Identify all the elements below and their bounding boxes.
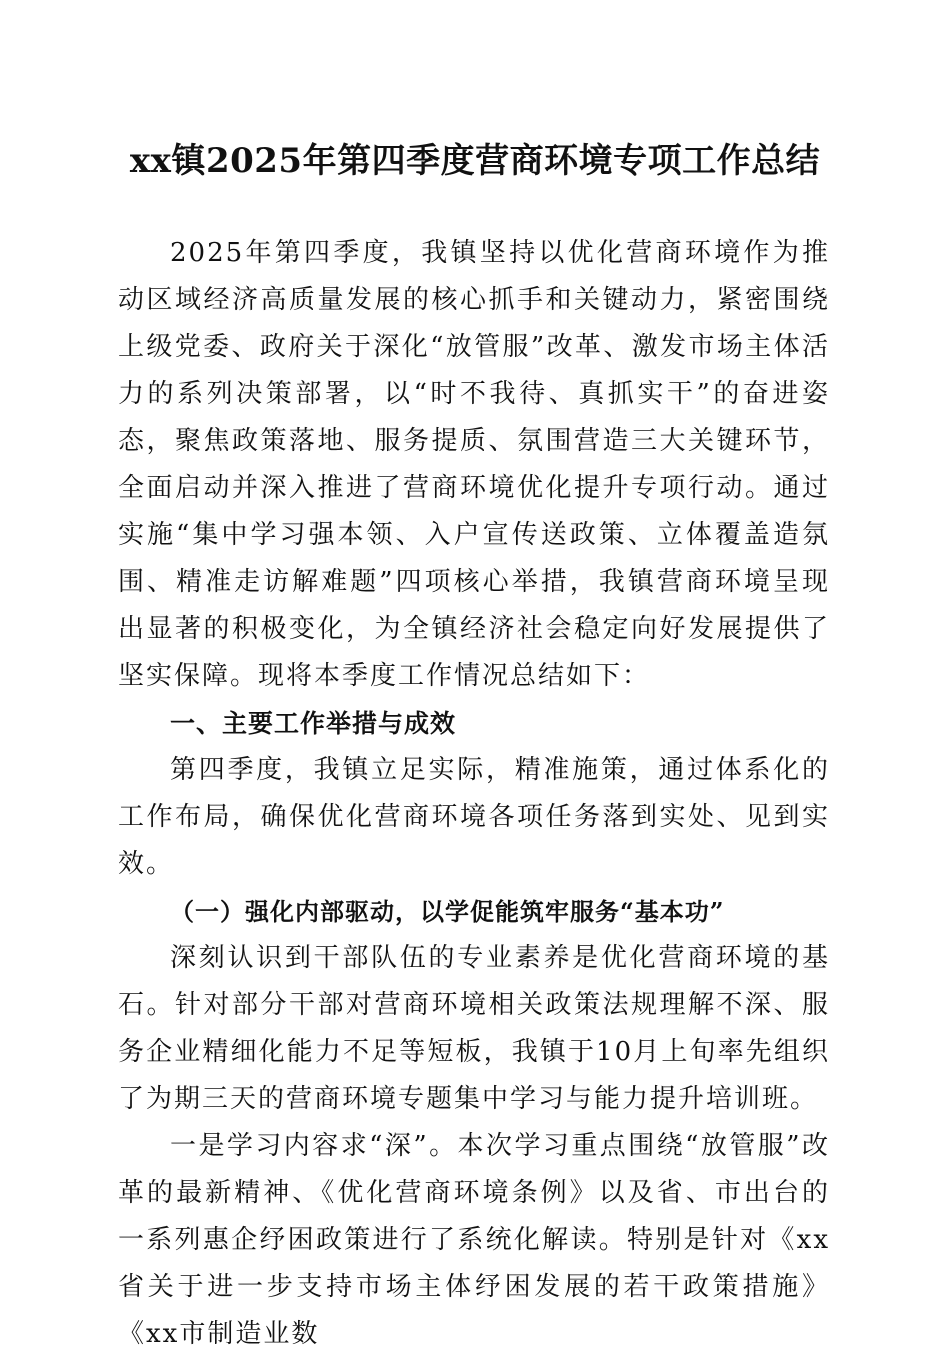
subsection-paragraph: 深刻认识到干部队伍的专业素养是优化营商环境的基石。针对部分干部对营商环境相关政策法规理解不深、服务企业精细化能力不足等短板，我镇于10月上旬率先组织了为期三天的营商环境专题集中学习与能力提升培训班。 xyxy=(118,943,830,1114)
section-heading: 一、主要工作举措与成效 xyxy=(170,709,457,738)
section-intro-paragraph: 第四季度，我镇立足实际，精准施策，通过体系化的工作布局，确保优化营商环境各项任务落到实处、见到实效。 xyxy=(118,755,830,879)
subsection-heading: （一）强化内部驱动，以学促能筑牢服务“基本功” xyxy=(170,897,725,926)
point-one-paragraph: 一是学习内容求“深”。本次学习重点围绕“放管服”改革的最新精神、《优化营商环境条例》以及省、市出台的一系列惠企纾困政策进行了系统化解读。特别是针对《xx省关于进一步支持市场主体纾困发展的若干政策措施》《xx市制造业数 xyxy=(118,1131,830,1349)
document-body xyxy=(118,230,830,1358)
document-title: xx镇2025年第四季度营商环境专项工作总结 xyxy=(129,141,821,181)
intro-paragraph: 2025年第四季度，我镇坚持以优化营商环境作为推动区域经济高质量发展的核心抓手和关键动力，紧密围绕上级党委、政府关于深化“放管服”改革、激发市场主体活力的系列决策部署，以“时不我待、真抓实干”的奋进姿态，聚焦政策落地、服务提质、氛围营造三大关键环节，全面启动并深入推进了营商环境优化提升专项行动。通过实施“集中学习强本领、入户宣传送政策、立体覆盖造氛围、精准走访解难题”四项核心举措，我镇营商环境呈现出显著的积极变化，为全镇经济社会稳定向好发展提供了坚实保障。现将本季度工作情况总结如下： xyxy=(118,238,830,691)
